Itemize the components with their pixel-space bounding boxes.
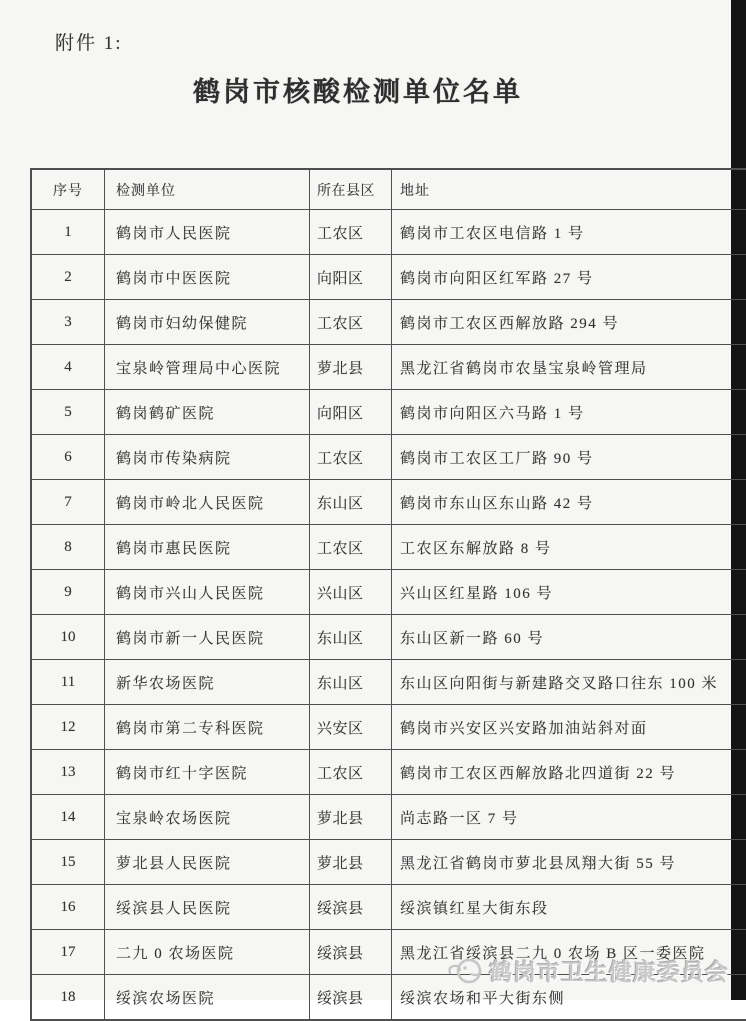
page-title: 鹤岗市核酸检测单位名单 (0, 70, 716, 109)
cell-district: 萝北县 (310, 795, 392, 840)
cell-unit-name: 鹤岗市惠民医院 (105, 525, 310, 570)
table-row (31, 615, 746, 660)
cell-address: 鹤岗市向阳区六马路 1 号 (392, 390, 746, 435)
cell-unit-name: 鹤岗市人民医院 (105, 210, 310, 255)
cell-address: 鹤岗市兴安区兴安路加油站斜对面 (392, 705, 746, 750)
cell-index: 13 (31, 750, 105, 795)
cell-unit-name: 新华农场医院 (105, 660, 310, 705)
cell-index: 10 (31, 615, 105, 660)
table-header-row (31, 169, 746, 210)
col-header-address: 地址 (392, 169, 746, 210)
table-row (31, 390, 746, 435)
cell-index: 11 (31, 660, 105, 705)
col-header-district: 所在县区 (310, 169, 392, 210)
cell-index: 14 (31, 795, 105, 840)
cell-index: 5 (31, 390, 105, 435)
cell-address: 东山区新一路 60 号 (392, 615, 746, 660)
table-row (31, 750, 746, 795)
table-row (31, 885, 746, 930)
cell-unit-name: 宝泉岭农场医院 (105, 795, 310, 840)
cell-address: 鹤岗市东山区东山路 42 号 (392, 480, 746, 525)
watermark (447, 954, 729, 987)
cell-index: 17 (31, 930, 105, 975)
cell-district: 绥滨县 (310, 885, 392, 930)
cell-district: 向阳区 (310, 255, 392, 300)
cell-district: 工农区 (310, 210, 392, 255)
watermark-text: 鹤岗市卫生健康委员会 (489, 954, 729, 987)
cell-index: 6 (31, 435, 105, 480)
cell-district: 东山区 (310, 480, 392, 525)
cell-address: 鹤岗市工农区西解放路 294 号 (392, 300, 746, 345)
cell-unit-name: 鹤岗市新一人民医院 (105, 615, 310, 660)
cell-unit-name: 鹤岗市岭北人民医院 (105, 480, 310, 525)
cell-index: 15 (31, 840, 105, 885)
cell-address: 尚志路一区 7 号 (392, 795, 746, 840)
cell-address: 鹤岗市工农区工厂路 90 号 (392, 435, 746, 480)
cell-address: 东山区向阳街与新建路交叉路口往东 100 米 (392, 660, 746, 705)
cell-unit-name: 鹤岗市传染病院 (105, 435, 310, 480)
cell-index: 2 (31, 255, 105, 300)
cell-index: 7 (31, 480, 105, 525)
testing-units-table (30, 168, 746, 1021)
cell-district: 萝北县 (310, 345, 392, 390)
table-row (31, 795, 746, 840)
cell-unit-name: 鹤岗市兴山人民医院 (105, 570, 310, 615)
table-row (31, 255, 746, 300)
cell-district: 萝北县 (310, 840, 392, 885)
attachment-label: 附件 1: (55, 28, 123, 55)
cell-district: 工农区 (310, 525, 392, 570)
cell-district: 兴安区 (310, 705, 392, 750)
table-row (31, 840, 746, 885)
cell-district: 工农区 (310, 750, 392, 795)
cell-unit-name: 鹤岗市中医医院 (105, 255, 310, 300)
cell-address: 兴山区红星路 106 号 (392, 570, 746, 615)
cell-unit-name: 鹤岗鹤矿医院 (105, 390, 310, 435)
cell-index: 16 (31, 885, 105, 930)
table-row (31, 570, 746, 615)
cell-address: 鹤岗市向阳区红军路 27 号 (392, 255, 746, 300)
cell-address: 黑龙江省鹤岗市萝北县凤翔大街 55 号 (392, 840, 746, 885)
table-row (31, 300, 746, 345)
cell-unit-name: 绥滨农场医院 (105, 975, 310, 1021)
cell-district: 绥滨县 (310, 975, 392, 1021)
table-row (31, 480, 746, 525)
cell-district: 兴山区 (310, 570, 392, 615)
cell-index: 9 (31, 570, 105, 615)
cell-unit-name: 宝泉岭管理局中心医院 (105, 345, 310, 390)
cell-unit-name: 绥滨县人民医院 (105, 885, 310, 930)
cell-district: 东山区 (310, 615, 392, 660)
cell-unit-name: 鹤岗市第二专科医院 (105, 705, 310, 750)
cell-address: 鹤岗市工农区电信路 1 号 (392, 210, 746, 255)
cell-address: 黑龙江省绥滨县二九 0 农场 B 区一委医院 (392, 930, 746, 975)
cell-district: 东山区 (310, 660, 392, 705)
cell-address: 鹤岗市工农区西解放路北四道街 22 号 (392, 750, 746, 795)
table-row (31, 435, 746, 480)
cell-address: 绥滨农场和平大街东侧 (392, 975, 746, 1021)
cell-unit-name: 二九 0 农场医院 (105, 930, 310, 975)
table-row (31, 705, 746, 750)
cell-index: 12 (31, 705, 105, 750)
cell-district: 绥滨县 (310, 930, 392, 975)
cell-index: 8 (31, 525, 105, 570)
table-row (31, 525, 746, 570)
cell-district: 工农区 (310, 300, 392, 345)
table-row (31, 345, 746, 390)
cell-address: 黑龙江省鹤岗市农垦宝泉岭管理局 (392, 345, 746, 390)
table-row (31, 660, 746, 705)
cell-index: 18 (31, 975, 105, 1021)
cell-index: 4 (31, 345, 105, 390)
cell-address: 工农区东解放路 8 号 (392, 525, 746, 570)
cell-address: 绥滨镇红星大街东段 (392, 885, 746, 930)
table-row (31, 210, 746, 255)
cell-index: 1 (31, 210, 105, 255)
cell-unit-name: 萝北县人民医院 (105, 840, 310, 885)
col-header-unit: 检测单位 (105, 169, 310, 210)
crane-mascot-icon (447, 957, 485, 985)
cell-district: 工农区 (310, 435, 392, 480)
cell-unit-name: 鹤岗市红十字医院 (105, 750, 310, 795)
cell-index: 3 (31, 300, 105, 345)
cell-district: 向阳区 (310, 390, 392, 435)
cell-unit-name: 鹤岗市妇幼保健院 (105, 300, 310, 345)
col-header-index: 序号 (31, 169, 105, 210)
